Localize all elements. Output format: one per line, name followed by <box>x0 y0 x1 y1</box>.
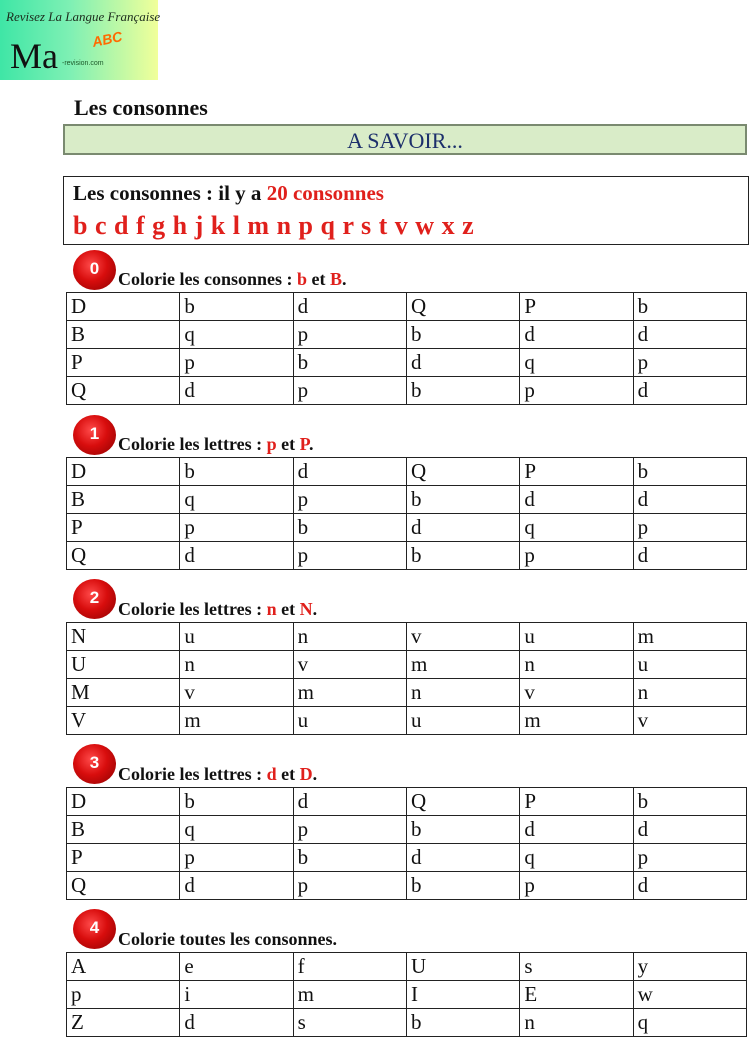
letter-cell[interactable]: D <box>67 458 180 486</box>
letter-cell[interactable]: I <box>406 981 519 1009</box>
letter-cell[interactable]: P <box>520 293 633 321</box>
letter-cell[interactable]: q <box>180 321 293 349</box>
letter-cell[interactable]: b <box>633 458 746 486</box>
exercise-instruction <box>118 434 313 455</box>
letter-cell[interactable]: q <box>180 486 293 514</box>
table-row <box>67 788 747 816</box>
letter-cell[interactable]: s <box>520 953 633 981</box>
letter-cell[interactable]: v <box>520 679 633 707</box>
letter-cell[interactable]: d <box>180 872 293 900</box>
instruction-text: Colorie les lettres : <box>118 599 267 619</box>
letter-cell[interactable]: d <box>180 1009 293 1037</box>
logo-main-text: Ma <box>10 36 58 76</box>
consonnes-count-prefix: Les consonnes : il y a <box>73 181 267 205</box>
letter-cell[interactable]: v <box>633 707 746 735</box>
letter-cell[interactable]: f <box>293 953 406 981</box>
letter-cell[interactable]: n <box>406 679 519 707</box>
consonnes-letters: b c d f g h j k l m n p q r s t v w x z <box>73 211 475 240</box>
letter-cell[interactable]: v <box>406 623 519 651</box>
letter-cell[interactable]: m <box>633 623 746 651</box>
logo-subtext: -revision.com <box>62 60 104 67</box>
letter-cell[interactable]: p <box>633 514 746 542</box>
letter-cell[interactable]: b <box>180 458 293 486</box>
letter-cell[interactable]: d <box>520 816 633 844</box>
letter-cell[interactable]: n <box>180 651 293 679</box>
consonnes-count-line <box>73 181 384 206</box>
letter-cell[interactable]: d <box>633 816 746 844</box>
instruction-mid: et <box>307 269 330 289</box>
letter-cell[interactable]: B <box>67 321 180 349</box>
exercise-instruction <box>118 764 317 785</box>
table-row <box>67 321 747 349</box>
letter-cell[interactable]: U <box>406 953 519 981</box>
letter-cell[interactable]: d <box>633 377 746 405</box>
letter-cell[interactable]: b <box>406 486 519 514</box>
letter-cell[interactable]: Q <box>406 788 519 816</box>
instruction-end: . <box>312 764 318 784</box>
instruction-text: Colorie les consonnes : <box>118 269 297 289</box>
letter-cell[interactable]: D <box>67 788 180 816</box>
letter-cell[interactable]: d <box>633 486 746 514</box>
table-row <box>67 514 747 542</box>
letter-cell[interactable]: d <box>520 486 633 514</box>
letter-cell[interactable]: p <box>293 321 406 349</box>
letter-cell[interactable]: q <box>520 844 633 872</box>
letter-cell[interactable]: U <box>67 651 180 679</box>
instruction-l1: n <box>266 599 277 619</box>
letters-grid <box>66 292 747 405</box>
letter-cell[interactable]: p <box>633 844 746 872</box>
letter-cell[interactable]: Q <box>406 458 519 486</box>
letter-cell[interactable]: Q <box>67 872 180 900</box>
exercise-instruction <box>118 929 337 950</box>
letter-cell[interactable]: d <box>180 377 293 405</box>
instruction-end: . <box>312 599 318 619</box>
exercise-number-badge: 1 <box>73 415 116 455</box>
letter-cell[interactable]: b <box>406 816 519 844</box>
letter-cell[interactable]: p <box>520 377 633 405</box>
letter-cell[interactable]: s <box>293 1009 406 1037</box>
letter-cell[interactable]: b <box>293 349 406 377</box>
letter-cell[interactable]: d <box>406 844 519 872</box>
table-row <box>67 458 747 486</box>
instruction-mid: et <box>276 599 300 619</box>
letter-cell[interactable]: b <box>180 293 293 321</box>
exercise-instruction <box>118 599 317 620</box>
consonnes-info-box <box>63 176 749 245</box>
table-row <box>67 377 747 405</box>
instruction-text: Colorie toutes les consonnes. <box>118 929 337 949</box>
instruction-l1: p <box>266 434 277 454</box>
instruction-l2: N <box>299 599 313 619</box>
letter-cell[interactable]: Q <box>67 377 180 405</box>
letters-grid <box>66 622 747 735</box>
letter-cell[interactable]: q <box>520 514 633 542</box>
letter-cell[interactable]: E <box>520 981 633 1009</box>
letter-cell[interactable]: b <box>293 844 406 872</box>
letter-cell[interactable]: B <box>67 816 180 844</box>
letter-cell[interactable]: v <box>180 679 293 707</box>
letter-cell[interactable]: d <box>180 542 293 570</box>
a-savoir-banner: A SAVOIR... <box>63 124 747 155</box>
letter-cell[interactable]: n <box>293 623 406 651</box>
letters-grid <box>66 457 747 570</box>
letter-cell[interactable]: b <box>406 542 519 570</box>
letter-cell[interactable]: p <box>180 514 293 542</box>
instruction-l1: b <box>297 269 308 289</box>
letter-cell[interactable]: P <box>520 458 633 486</box>
letter-cell[interactable]: b <box>406 1009 519 1037</box>
letters-grid <box>66 952 747 1037</box>
letter-cell[interactable]: b <box>406 872 519 900</box>
letter-cell[interactable]: u <box>180 623 293 651</box>
letter-cell[interactable]: p <box>180 349 293 377</box>
letter-cell[interactable]: d <box>406 349 519 377</box>
letter-cell[interactable]: P <box>67 514 180 542</box>
letter-cell[interactable]: p <box>293 486 406 514</box>
letter-cell[interactable]: d <box>633 542 746 570</box>
table-row <box>67 293 747 321</box>
instruction-l2: D <box>299 764 313 784</box>
letter-cell[interactable]: d <box>633 321 746 349</box>
letter-cell[interactable]: P <box>67 349 180 377</box>
letter-cell[interactable]: p <box>293 542 406 570</box>
instruction-end: . <box>308 434 314 454</box>
letter-cell[interactable]: d <box>293 293 406 321</box>
instruction-l2: B <box>330 269 343 289</box>
consonnes-count: 20 consonnes <box>266 181 384 205</box>
letter-cell[interactable]: d <box>293 788 406 816</box>
letter-cell[interactable]: u <box>293 707 406 735</box>
site-logo <box>0 0 161 80</box>
letter-cell[interactable]: A <box>67 953 180 981</box>
letters-grid <box>66 787 747 900</box>
exercise-number-badge: 3 <box>73 744 116 784</box>
logo-abc-badge: ABC <box>90 28 124 50</box>
letter-cell[interactable]: m <box>406 651 519 679</box>
letter-cell[interactable]: d <box>520 321 633 349</box>
letter-cell[interactable]: m <box>180 707 293 735</box>
letter-cell[interactable]: M <box>67 679 180 707</box>
letter-cell[interactable]: p <box>293 377 406 405</box>
exercise-instruction <box>118 269 347 290</box>
letter-cell[interactable]: p <box>67 981 180 1009</box>
letter-cell[interactable]: q <box>633 1009 746 1037</box>
letter-cell[interactable]: p <box>520 872 633 900</box>
letter-cell[interactable]: Z <box>67 1009 180 1037</box>
letter-cell[interactable]: d <box>293 458 406 486</box>
table-row <box>67 486 747 514</box>
letter-cell[interactable]: n <box>633 679 746 707</box>
logo-tagline: Revisez La Langue Française <box>6 9 161 24</box>
letter-cell[interactable]: B <box>67 486 180 514</box>
letter-cell[interactable]: b <box>180 788 293 816</box>
table-row <box>67 981 747 1009</box>
table-row <box>67 707 747 735</box>
letter-cell[interactable]: q <box>180 816 293 844</box>
letter-cell[interactable]: m <box>520 707 633 735</box>
letter-cell[interactable]: p <box>180 844 293 872</box>
letter-cell[interactable]: P <box>520 788 633 816</box>
letter-cell[interactable]: u <box>520 623 633 651</box>
instruction-mid: et <box>276 764 300 784</box>
letter-cell[interactable]: p <box>520 542 633 570</box>
letter-cell[interactable]: w <box>633 981 746 1009</box>
letter-cell[interactable]: n <box>520 651 633 679</box>
letter-cell[interactable]: D <box>67 293 180 321</box>
letter-cell[interactable]: b <box>633 293 746 321</box>
instruction-text: Colorie les lettres : <box>118 764 267 784</box>
letter-cell[interactable]: v <box>293 651 406 679</box>
exercise-number-badge: 0 <box>73 250 116 290</box>
letter-cell[interactable]: y <box>633 953 746 981</box>
table-row <box>67 844 747 872</box>
table-row <box>67 679 747 707</box>
letter-cell[interactable]: u <box>633 651 746 679</box>
letter-cell[interactable]: b <box>406 377 519 405</box>
letter-cell[interactable]: b <box>406 321 519 349</box>
letter-cell[interactable]: V <box>67 707 180 735</box>
letter-cell[interactable]: Q <box>67 542 180 570</box>
letter-cell[interactable]: e <box>180 953 293 981</box>
instruction-l1: d <box>266 764 277 784</box>
table-row <box>67 349 747 377</box>
letter-cell[interactable]: n <box>520 1009 633 1037</box>
exercise-number-badge: 2 <box>73 579 116 619</box>
letter-cell[interactable]: p <box>633 349 746 377</box>
letter-cell[interactable]: p <box>293 816 406 844</box>
letter-cell[interactable]: m <box>293 679 406 707</box>
letter-cell[interactable]: p <box>293 872 406 900</box>
letter-cell[interactable]: i <box>180 981 293 1009</box>
table-row <box>67 542 747 570</box>
table-row <box>67 953 747 981</box>
page-title: Les consonnes <box>74 95 208 120</box>
table-row <box>67 623 747 651</box>
table-row <box>67 651 747 679</box>
letter-cell[interactable]: b <box>293 514 406 542</box>
table-row <box>67 816 747 844</box>
table-row <box>67 872 747 900</box>
instruction-end: . <box>342 269 347 289</box>
instruction-text: Colorie les lettres : <box>118 434 267 454</box>
exercise-number-badge: 4 <box>73 909 116 949</box>
letter-cell[interactable]: N <box>67 623 180 651</box>
letter-cell[interactable]: b <box>633 788 746 816</box>
letter-cell[interactable]: m <box>293 981 406 1009</box>
letter-cell[interactable]: q <box>520 349 633 377</box>
instruction-l2: P <box>299 434 309 454</box>
instruction-mid: et <box>276 434 300 454</box>
letter-cell[interactable]: Q <box>406 293 519 321</box>
letter-cell[interactable]: u <box>406 707 519 735</box>
table-row <box>67 1009 747 1037</box>
letter-cell[interactable]: P <box>67 844 180 872</box>
letter-cell[interactable]: d <box>406 514 519 542</box>
letter-cell[interactable]: d <box>633 872 746 900</box>
